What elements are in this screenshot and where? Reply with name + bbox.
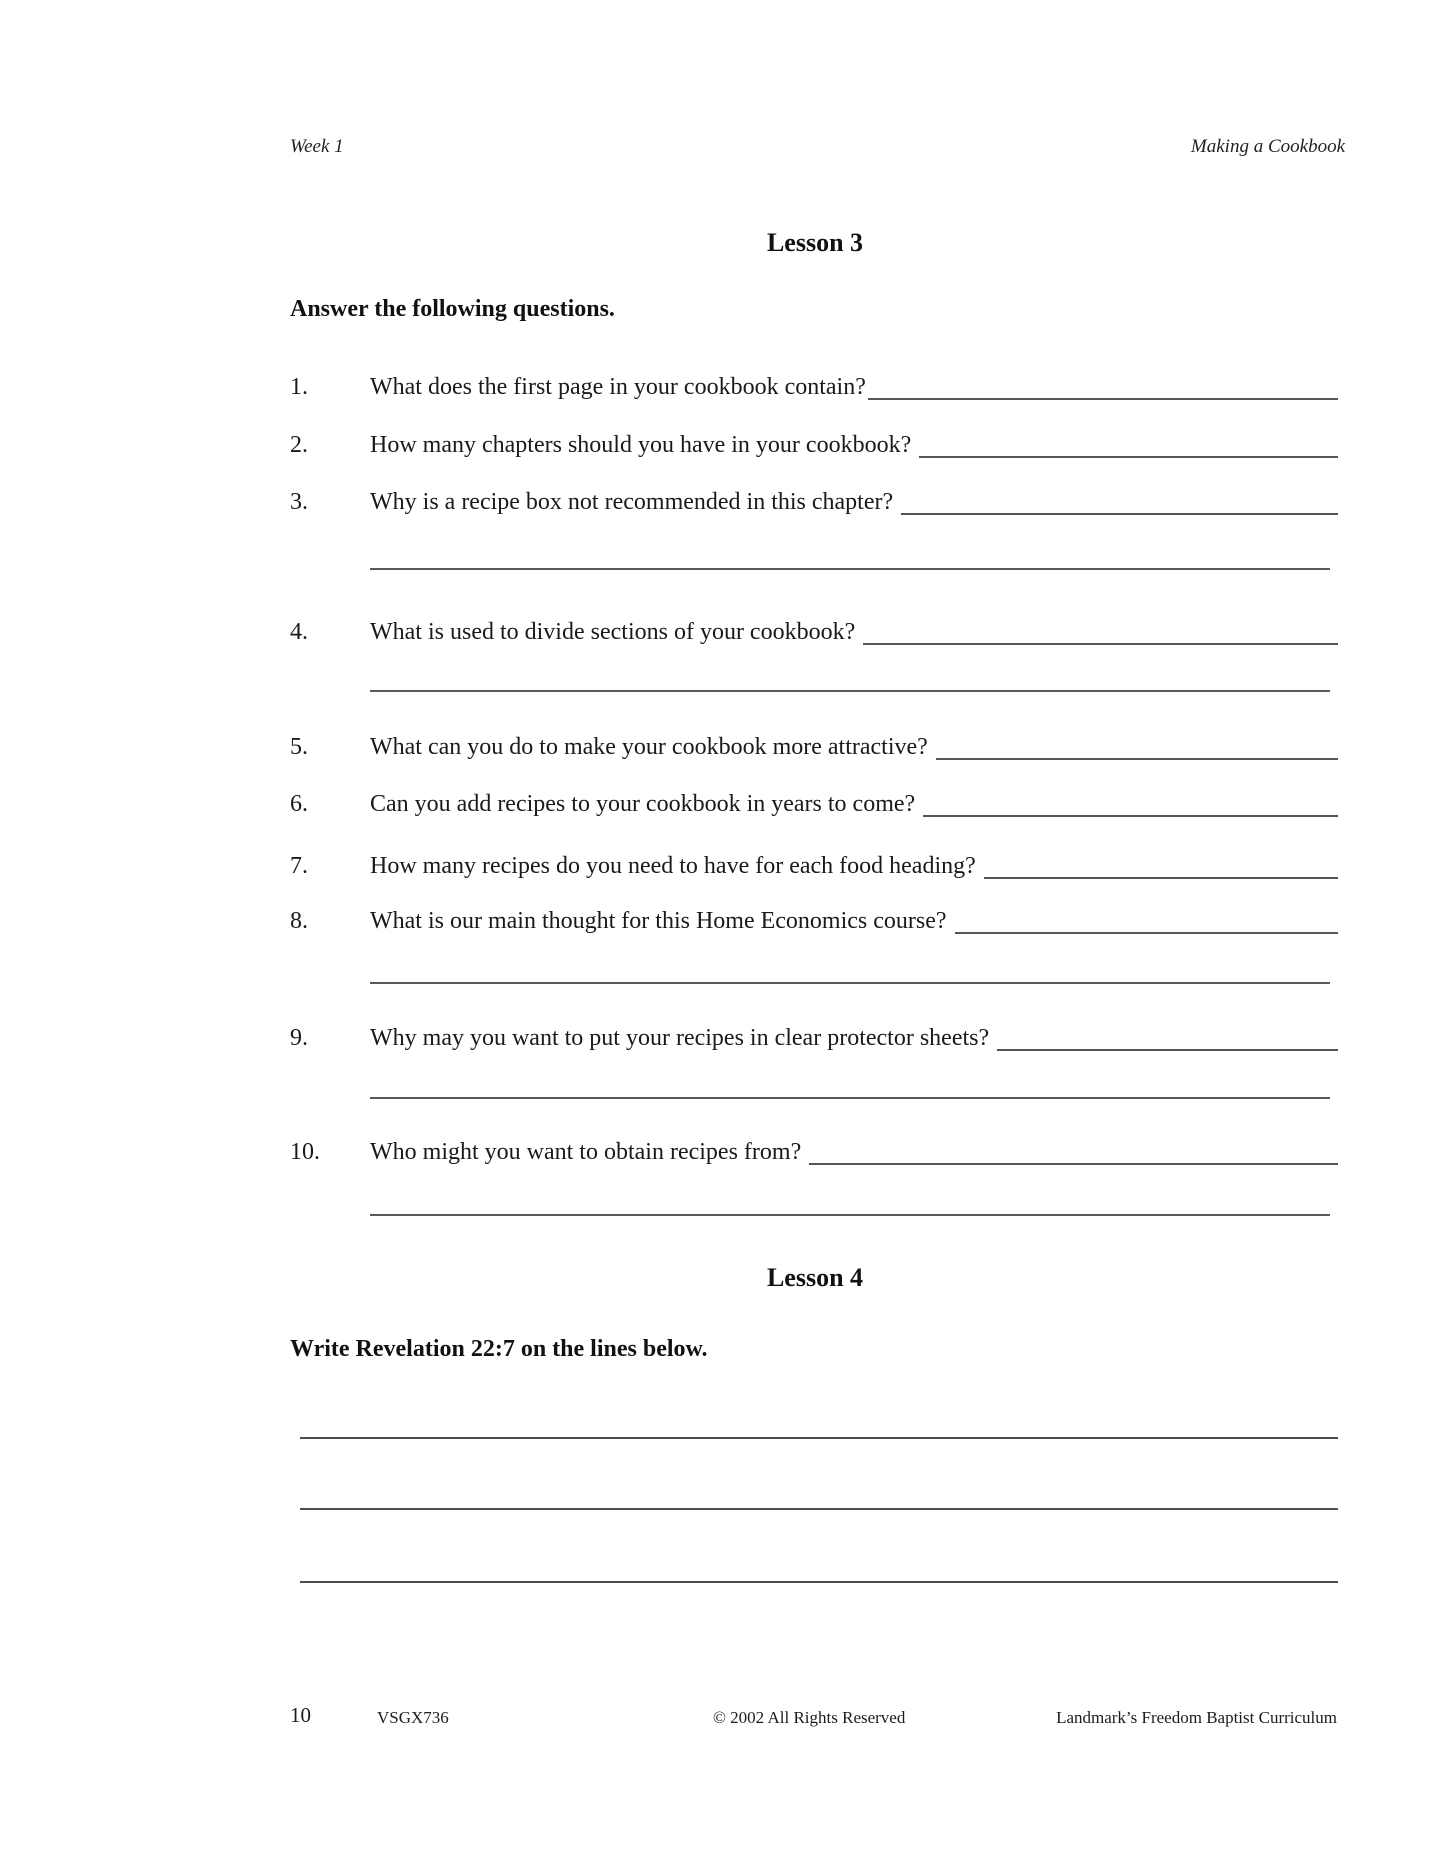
question-text: What can you do to make your cookbook more attractive? xyxy=(370,734,928,760)
question-row xyxy=(290,906,1338,936)
question-number: 6. xyxy=(290,791,308,817)
question-row xyxy=(290,617,1338,647)
answer-continuation-line[interactable] xyxy=(370,1097,1330,1099)
question-text: What does the first page in your cookbook contain? xyxy=(370,374,866,400)
header-unit-title: Making a Cookbook xyxy=(1190,136,1345,157)
question-number: 3. xyxy=(290,489,308,515)
answer-blank-line[interactable] xyxy=(955,906,1338,934)
question-text: Why may you want to put your recipes in clear protector sheets? xyxy=(370,1025,990,1051)
footer-publisher: Landmark’s Freedom Baptist Curriculum xyxy=(1056,1708,1337,1727)
header-week-label: Week 1 xyxy=(290,136,344,157)
answer-blank-line[interactable] xyxy=(936,732,1338,760)
question-text: What is our main thought for this Home Economics course? xyxy=(370,908,947,934)
question-text: How many recipes do you need to have for each food heading? xyxy=(370,853,976,879)
answer-continuation-line[interactable] xyxy=(370,568,1330,570)
question-row xyxy=(290,372,1338,402)
footer-page-number: 10 xyxy=(290,1703,311,1727)
question-number: 1. xyxy=(290,374,308,400)
question-row xyxy=(290,1137,1338,1167)
question-text: Why is a recipe box not recommended in this chapter? xyxy=(370,489,894,515)
question-text: Can you add recipes to your cookbook in years to come? xyxy=(370,791,916,817)
answer-blank-line[interactable] xyxy=(863,617,1338,645)
question-text: How many chapters should you have in your cookbook? xyxy=(370,432,912,458)
question-number: 2. xyxy=(290,432,308,458)
answer-blank-line[interactable] xyxy=(997,1023,1338,1051)
question-number: 10. xyxy=(290,1139,320,1165)
lesson4-title: Lesson 4 xyxy=(766,1263,864,1292)
question-number: 8. xyxy=(290,908,308,934)
answer-blank-line[interactable] xyxy=(901,487,1338,515)
lesson4-instruction: Write Revelation 22:7 on the lines below. xyxy=(290,1336,708,1362)
question-number: 4. xyxy=(290,619,308,645)
footer-product-code: VSGX736 xyxy=(377,1708,449,1727)
answer-continuation-line[interactable] xyxy=(370,982,1330,984)
answer-blank-line[interactable] xyxy=(919,430,1338,458)
question-row xyxy=(290,487,1338,517)
question-number: 7. xyxy=(290,853,308,879)
question-text: What is used to divide sections of your cookbook? xyxy=(370,619,856,645)
question-row xyxy=(290,1023,1338,1053)
answer-blank-line[interactable] xyxy=(809,1137,1338,1165)
lesson3-title: Lesson 3 xyxy=(766,228,864,257)
question-row xyxy=(290,430,1338,460)
question-number: 5. xyxy=(290,734,308,760)
writing-line[interactable] xyxy=(300,1437,1338,1439)
lesson3-instruction: Answer the following questions. xyxy=(290,296,615,322)
writing-line[interactable] xyxy=(300,1581,1338,1583)
answer-blank-line[interactable] xyxy=(984,851,1338,879)
footer-copyright: © 2002 All Rights Reserved xyxy=(713,1708,906,1727)
question-row xyxy=(290,732,1338,762)
question-text: Who might you want to obtain recipes from? xyxy=(370,1139,802,1165)
writing-line[interactable] xyxy=(300,1508,1338,1510)
answer-blank-line[interactable] xyxy=(923,789,1338,817)
answer-continuation-line[interactable] xyxy=(370,1214,1330,1216)
question-row xyxy=(290,789,1338,819)
question-number: 9. xyxy=(290,1025,308,1051)
answer-continuation-line[interactable] xyxy=(370,690,1330,692)
question-row xyxy=(290,851,1338,881)
answer-blank-line[interactable] xyxy=(868,372,1338,400)
